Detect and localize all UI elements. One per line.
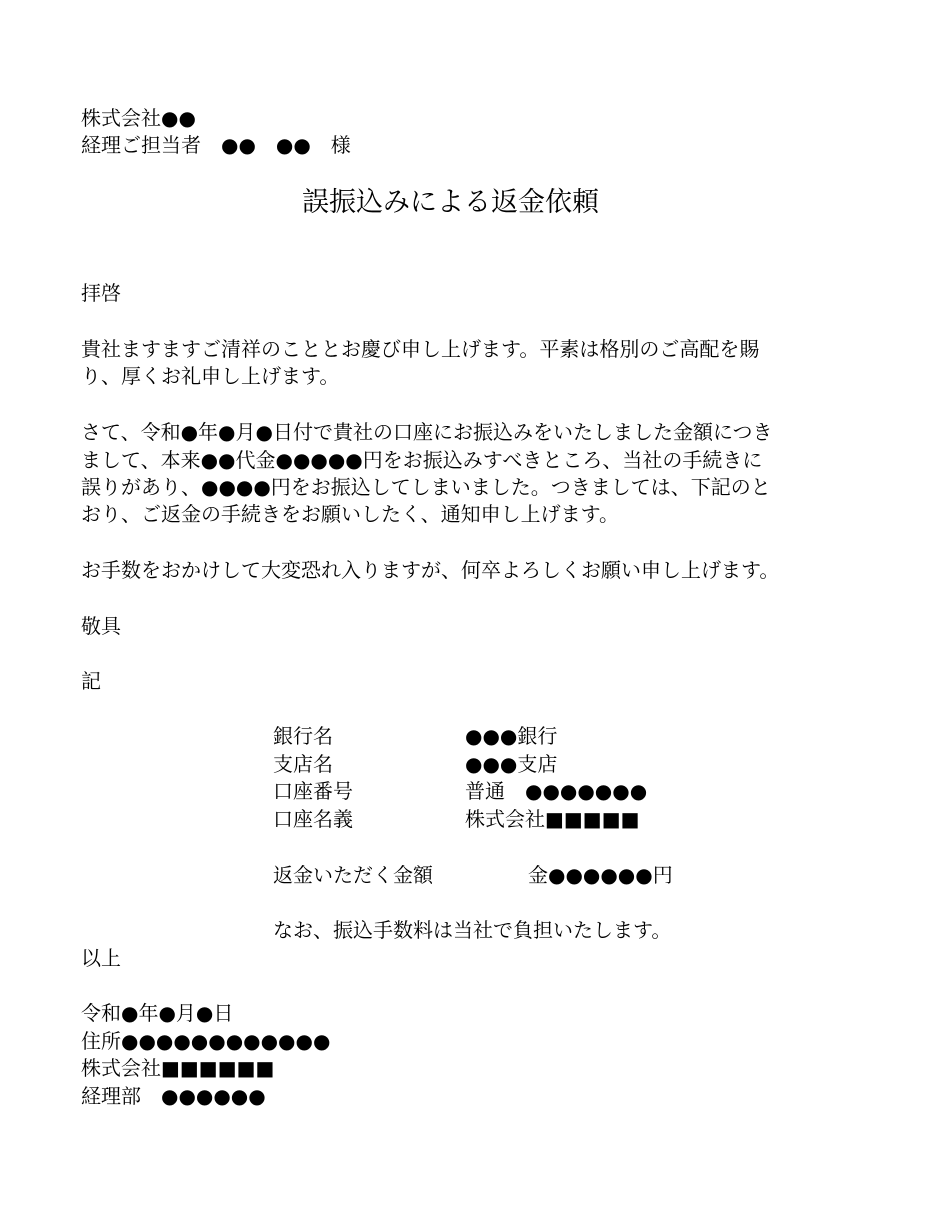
account-name-label: 口座名義	[273, 807, 353, 831]
account-name-value: 株式会社■■■■■	[465, 807, 640, 831]
fee-note: なお、振込手数料は当社で負担いたします。	[273, 918, 672, 942]
branch-value: ●●●支店	[465, 752, 558, 776]
account-number-value: 普通 ●●●●●●●	[465, 779, 648, 803]
closing-word: 敬具	[81, 614, 121, 638]
greeting-line-2: り、厚くお礼申し上げます。	[81, 364, 340, 388]
refund-amount-label: 返金いただく金額	[273, 863, 433, 887]
sender-date: 令和●年●月●日	[81, 1001, 234, 1025]
document-title: 誤振込みによる返金依頼	[302, 187, 599, 218]
account-number-label: 口座番号	[273, 779, 353, 803]
apology-line: お手数をおかけして大変恐れ入りますが、何卒よろしくお願い申し上げます。	[81, 558, 780, 582]
ijou-word: 以上	[81, 946, 121, 970]
sender-address: 住所●●●●●●●●●●●●	[81, 1029, 331, 1053]
recipient-person: 経理ご担当者 ●● ●● 様	[81, 133, 351, 157]
main-line-2: まして、本来●●代金●●●●●円をお振込みすべきところ、当社の手続きに	[81, 448, 763, 472]
greeting-line-1: 貴社ますますご清祥のこととお慶び申し上げます。平素は格別のご高配を賜	[81, 337, 760, 361]
ki-heading: 記	[81, 669, 101, 693]
sender-company: 株式会社■■■■■■	[81, 1056, 275, 1080]
bank-label: 銀行名	[273, 724, 333, 748]
refund-amount-value: 金●●●●●●円	[528, 863, 673, 887]
sender-department: 経理部 ●●●●●●	[81, 1084, 266, 1108]
bank-value: ●●●銀行	[465, 724, 558, 748]
main-line-1: さて、令和●年●月●日付で貴社の口座にお振込みをいたしました金額につき	[81, 420, 773, 444]
branch-label: 支店名	[273, 752, 333, 776]
opening-word: 拝啓	[81, 281, 121, 305]
main-line-4: おり、ご返金の手続きをお願いしたく、通知申し上げます。	[81, 502, 619, 526]
main-line-3: 誤りがあり、●●●●円をお振込してしまいました。つきましては、下記のと	[81, 475, 771, 499]
recipient-company: 株式会社●●	[81, 106, 196, 130]
